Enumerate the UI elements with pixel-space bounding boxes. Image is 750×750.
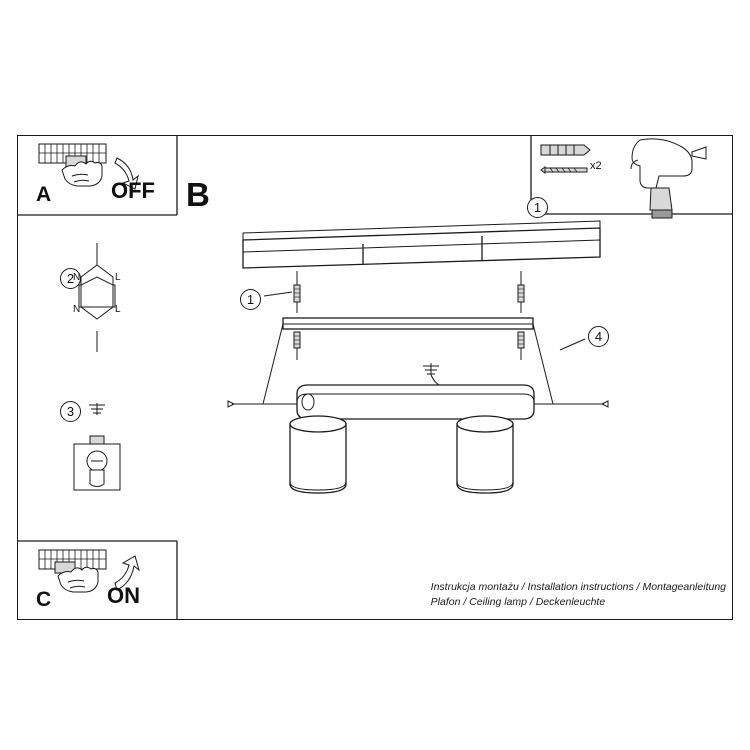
lamp-shade-left: [290, 416, 346, 493]
lamp-shade-right: [457, 416, 513, 493]
footer-line-2: Plafon / Ceiling lamp / Deckenleuchte: [430, 595, 606, 608]
footer-line-1: Instrukcja montażu / Installation instructions / Montageanleitung: [430, 580, 726, 593]
ceiling-surface: [243, 221, 600, 268]
step-number-tools: 1: [527, 197, 548, 218]
terminal-label-n-bottom: N: [73, 304, 81, 315]
step-number-4-plate: 4: [588, 326, 609, 347]
screw-quantity-label: x2: [590, 160, 602, 172]
terminal-label-l-top: L: [115, 272, 121, 283]
panel-a-state-text: OFF: [111, 178, 155, 203]
step-number-3: 3: [60, 401, 81, 422]
lamp-body: [297, 385, 534, 419]
step-number-2: 2: [60, 268, 81, 289]
drill-icon: [631, 139, 706, 218]
mounting-hardware: [294, 271, 524, 360]
panel-c-label: C: [36, 588, 52, 611]
panel-a-label: A: [36, 183, 52, 206]
step-3-graphic: [74, 403, 120, 490]
tools-graphic: [541, 139, 706, 218]
step-number-1-mount: 1: [240, 289, 261, 310]
wall-plug-icon: [541, 145, 590, 155]
terminal-label-l-bottom: L: [115, 304, 121, 315]
panel-b-label: B: [186, 176, 210, 213]
terminal-label-n-top: N: [73, 272, 81, 283]
mounting-bracket: [283, 318, 533, 329]
step-2-wiring-graphic: [79, 243, 115, 352]
footer-text: [431, 580, 726, 610]
panel-c-state-text: ON: [107, 583, 140, 608]
screw-icon: [541, 167, 587, 173]
